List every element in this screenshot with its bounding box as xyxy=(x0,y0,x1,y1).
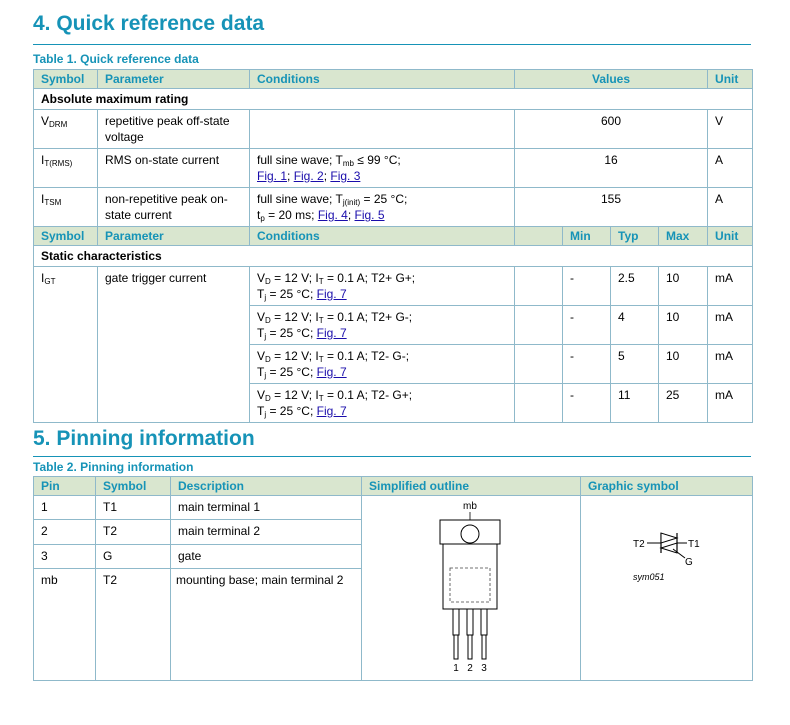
min-cell: - xyxy=(563,384,611,423)
unit-cell: A xyxy=(708,149,753,188)
blank-cell xyxy=(515,345,563,384)
fig-link[interactable]: Fig. 7 xyxy=(316,287,347,301)
typ-cell: 2.5 xyxy=(611,267,659,306)
unit-cell: V xyxy=(708,110,753,149)
parameter-cell: gate trigger current xyxy=(98,267,250,423)
triac-diode-2 xyxy=(661,543,677,553)
pin-cell: 1 xyxy=(34,496,96,520)
symbol-cell: $V_{DRM}$ xyxy=(34,110,98,149)
conditions-cell: $V_D = 12$ V; $I_T = 0.1$ A; T2+ G-; $T_j = 25$ °C; Fig. 7 xyxy=(250,306,515,345)
header-values: Values xyxy=(515,70,708,89)
table-row xyxy=(34,496,753,520)
min-cell: - xyxy=(563,345,611,384)
pinning-table xyxy=(33,476,753,681)
symbol-cell: $I_{T(RMS)}$ xyxy=(34,149,98,188)
table-row xyxy=(34,188,753,227)
table-row xyxy=(34,149,753,188)
section-5-rule xyxy=(33,456,751,457)
description-cell: mounting base; main terminal 2 xyxy=(171,569,362,681)
unit-cell: A xyxy=(708,188,753,227)
section-absolute-max: Absolute maximum rating xyxy=(34,89,753,110)
header-min: Min xyxy=(563,227,611,246)
symbol-cell: $I_{GT}$ xyxy=(34,267,98,423)
header-symbol: Symbol xyxy=(96,477,171,496)
blank-cell xyxy=(515,384,563,423)
unit-cell: mA xyxy=(708,345,753,384)
unit-cell: mA xyxy=(708,384,753,423)
max-cell: 10 xyxy=(659,306,708,345)
header-symbol: Symbol xyxy=(34,70,98,89)
table-row xyxy=(34,110,753,149)
parameter-cell: RMS on-state current xyxy=(98,149,250,188)
typ-cell: 4 xyxy=(611,306,659,345)
conditions-cell: full sine wave; $T_{mb} \le 99$ °C; Fig. 1; Fig. 2; Fig. 3 xyxy=(250,149,515,188)
t1-label: T1 xyxy=(688,539,700,550)
header-description: Description xyxy=(171,477,362,496)
pin-label: 1 xyxy=(453,663,459,674)
max-cell: 10 xyxy=(659,267,708,306)
pin-cell: 3 xyxy=(34,544,96,568)
triac-diode-1 xyxy=(661,533,677,543)
t2-label: T2 xyxy=(633,539,645,550)
value-cell: 16 xyxy=(515,149,708,188)
symbol-cell: T2 xyxy=(96,569,171,681)
mounting-hole xyxy=(461,525,479,543)
parameter-cell: repetitive peak off-state voltage xyxy=(98,110,250,149)
quick-reference-table xyxy=(33,69,753,423)
conditions-cell: $V_D = 12$ V; $I_T = 0.1$ A; T2- G+; $T_j = 25$ °C; Fig. 7 xyxy=(250,384,515,423)
triac-symbol-drawing xyxy=(581,496,752,676)
table-2-caption: Table 2. Pinning information xyxy=(33,460,194,474)
g-label: G xyxy=(685,557,693,568)
header-unit: Unit xyxy=(708,227,753,246)
description-cell: main terminal 2 xyxy=(171,520,362,544)
symbol-cell: G xyxy=(96,544,171,568)
blank-cell xyxy=(515,267,563,306)
fig-link[interactable]: Fig. 4 xyxy=(317,208,348,222)
header-conditions: Conditions xyxy=(250,227,515,246)
pin-cell: mb xyxy=(34,569,96,681)
value-cell: 155 xyxy=(515,188,708,227)
conditions-cell: $V_D = 12$ V; $I_T = 0.1$ A; T2- G-; $T_j = 25$ °C; Fig. 7 xyxy=(250,345,515,384)
header-symbol: Symbol xyxy=(34,227,98,246)
package-body xyxy=(443,544,497,609)
min-cell: - xyxy=(563,306,611,345)
fig-link[interactable]: Fig. 7 xyxy=(316,365,347,379)
mb-label: mb xyxy=(463,501,477,512)
header-unit: Unit xyxy=(708,70,753,89)
max-cell: 10 xyxy=(659,345,708,384)
symbol-cell: T1 xyxy=(96,496,171,520)
table-row xyxy=(34,267,753,306)
symbol-code: sym051 xyxy=(633,572,665,582)
pin-1 xyxy=(453,609,459,635)
fig-link[interactable]: Fig. 2 xyxy=(293,169,324,183)
conditions-cell xyxy=(250,110,515,149)
pin-label: 2 xyxy=(467,663,473,674)
conditions-cell: $V_D = 12$ V; $I_T = 0.1$ A; T2+ G+; $T_j = 25$ °C; Fig. 7 xyxy=(250,267,515,306)
typ-cell: 5 xyxy=(611,345,659,384)
fig-link[interactable]: Fig. 7 xyxy=(316,404,347,418)
header-blank xyxy=(515,227,563,246)
header-max: Max xyxy=(659,227,708,246)
graphic-symbol-cell xyxy=(581,496,753,681)
pin-3 xyxy=(481,609,487,635)
pin-cell: 2 xyxy=(34,520,96,544)
header-parameter: Parameter xyxy=(98,227,250,246)
unit-cell: mA xyxy=(708,306,753,345)
pin-label: 3 xyxy=(481,663,487,674)
outline-cell xyxy=(362,496,581,681)
conditions-cell: full sine wave; $T_{j(init)} = 25$ °C; $t_p = 20$ ms; Fig. 4; Fig. 5 xyxy=(250,188,515,227)
symbol-cell: T2 xyxy=(96,520,171,544)
description-cell: main terminal 1 xyxy=(171,496,362,520)
fig-link[interactable]: Fig. 3 xyxy=(330,169,361,183)
max-cell: 25 xyxy=(659,384,708,423)
gate-lead xyxy=(673,549,685,558)
section-row xyxy=(34,89,753,110)
to220-outline-drawing xyxy=(362,496,580,676)
parameter-cell: non-repetitive peak on-state current xyxy=(98,188,250,227)
fig-link[interactable]: Fig. 1 xyxy=(257,169,288,183)
fig-link[interactable]: Fig. 5 xyxy=(354,208,385,222)
value-cell: 600 xyxy=(515,110,708,149)
table-1-caption: Table 1. Quick reference data xyxy=(33,52,199,66)
header-outline: Simplified outline xyxy=(362,477,581,496)
header-typ: Typ xyxy=(611,227,659,246)
section-row xyxy=(34,246,753,267)
blank-cell xyxy=(515,306,563,345)
pin-2 xyxy=(467,609,473,635)
description-cell: gate xyxy=(171,544,362,568)
section-5-title: 5. Pinning information xyxy=(33,427,255,450)
header-parameter: Parameter xyxy=(98,70,250,89)
table-header-row xyxy=(34,70,753,89)
symbol-cell: $I_{TSM}$ xyxy=(34,188,98,227)
header-conditions: Conditions xyxy=(250,70,515,89)
section-4-rule xyxy=(33,44,751,45)
min-cell: - xyxy=(563,267,611,306)
header-graphic: Graphic symbol xyxy=(581,477,753,496)
typ-cell: 11 xyxy=(611,384,659,423)
section-4-title: 4. Quick reference data xyxy=(33,12,265,35)
table-header-row xyxy=(34,227,753,246)
unit-cell: mA xyxy=(708,267,753,306)
fig-link[interactable]: Fig. 7 xyxy=(316,326,347,340)
section-static: Static characteristics xyxy=(34,246,753,267)
table-header-row xyxy=(34,477,753,496)
header-pin: Pin xyxy=(34,477,96,496)
